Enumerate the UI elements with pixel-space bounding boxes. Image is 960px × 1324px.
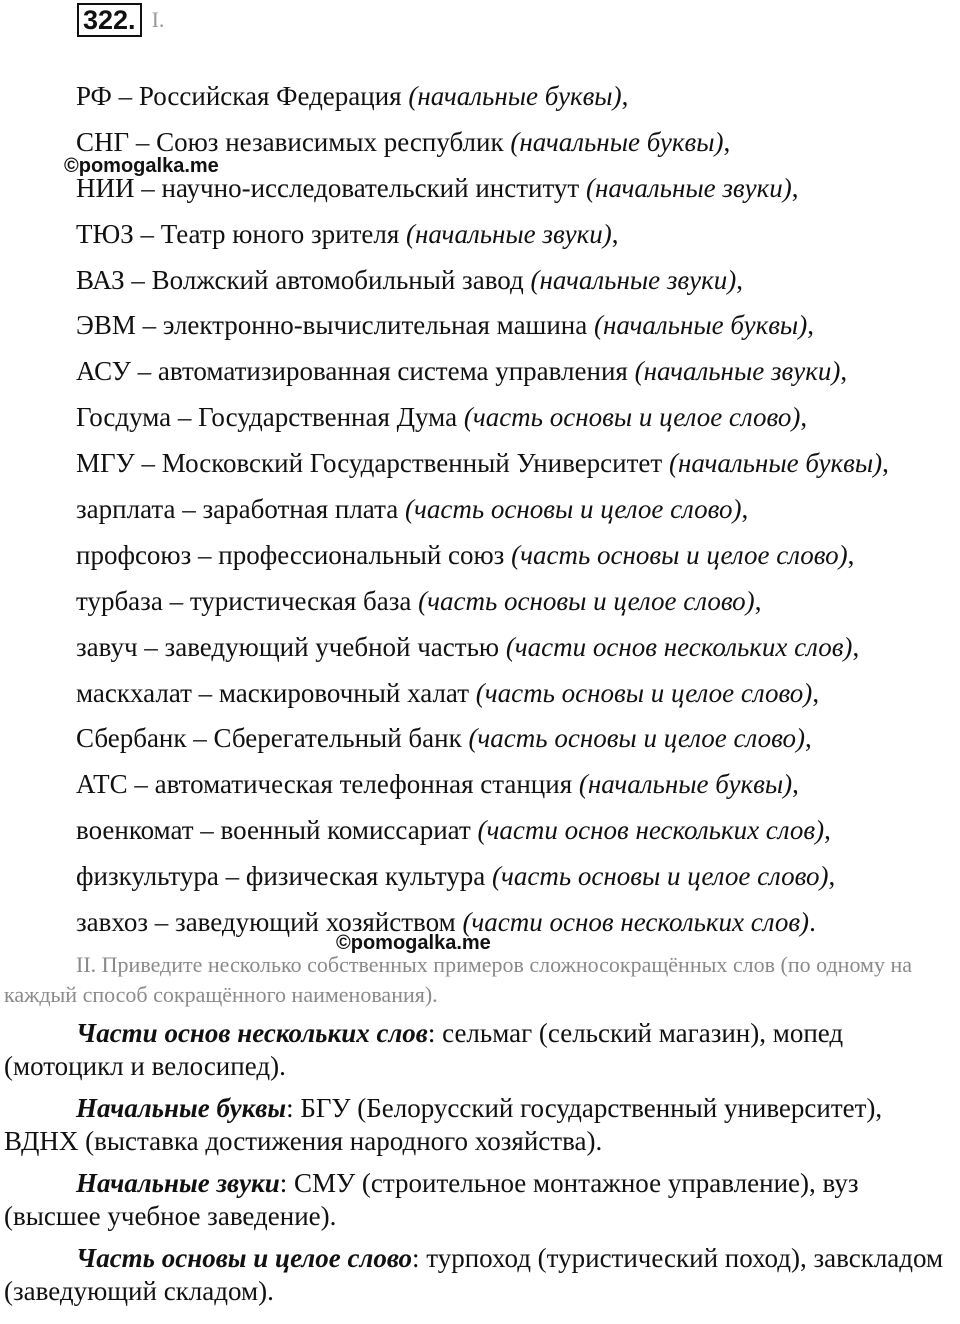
item-note: (начальные буквы) — [668, 448, 883, 479]
answer-lead: Начальные звуки — [76, 1168, 280, 1198]
answer-paragraph — [4, 1242, 950, 1308]
item-term: СНГ – Союз независимых республик — [76, 126, 511, 157]
item-note: (начальные буквы) — [593, 310, 808, 341]
item-note: (часть основы и целое слово) — [491, 861, 829, 892]
list-item — [76, 900, 956, 946]
item-term: военкомат – военный комиссариат — [76, 815, 478, 846]
list-item — [76, 808, 956, 854]
list-item — [76, 854, 956, 900]
item-note: (начальные звуки) — [530, 264, 737, 295]
list-item — [76, 303, 956, 349]
item-punct: . — [809, 907, 816, 938]
answers-section — [4, 1017, 950, 1317]
exercise-header — [77, 3, 164, 37]
abbreviation-list — [76, 74, 956, 946]
item-punct: , — [792, 769, 799, 800]
list-item — [76, 579, 956, 625]
item-term: завхоз – заведующий хозяйством — [76, 907, 463, 938]
item-term: ВАЗ – Волжский автомобильный завод — [76, 264, 531, 295]
item-term: завуч – заведующий учебной частью — [76, 631, 506, 662]
list-item — [76, 212, 956, 258]
item-note: (части основ нескольких слов) — [462, 907, 810, 938]
item-note: (начальные буквы) — [578, 769, 793, 800]
item-term: маскхалат – маскировочный халат — [76, 677, 476, 708]
list-item — [76, 716, 956, 762]
item-punct: , — [800, 402, 808, 433]
answer-paragraph — [4, 1167, 950, 1233]
item-punct: , — [824, 815, 831, 846]
list-item — [76, 671, 956, 717]
list-item — [76, 258, 956, 304]
list-item — [76, 533, 956, 579]
item-term: АСУ – автоматизированная система управления — [76, 356, 635, 387]
answer-lead: Часть основы и целое слово — [76, 1243, 413, 1273]
item-term: РФ – Российская Федерация — [76, 81, 409, 111]
item-punct: , — [804, 723, 812, 754]
watermark: ©pomogalka.me — [336, 932, 491, 954]
exercise-number: 322. — [77, 3, 142, 37]
item-term: зарплата – заработная плата — [76, 494, 405, 525]
item-term: МГУ – Московский Государственный Университет — [76, 448, 669, 479]
item-punct: , — [741, 494, 749, 525]
item-punct: , — [621, 81, 629, 111]
item-note: (части основ нескольких слов) — [505, 631, 853, 662]
item-term: профсоюз – профессиональный союз — [76, 539, 512, 570]
item-note: (часть основы и целое слово) — [511, 539, 848, 570]
list-item — [76, 625, 956, 671]
list-item — [76, 441, 956, 487]
item-punct: , — [852, 631, 860, 662]
answer-text: : СМУ (строительное монтажное управление), вуз (высшее учебное заведение). — [4, 1168, 859, 1231]
item-note: (часть основы и целое слово) — [404, 494, 742, 525]
item-term: ЭВМ – электронно-вычислительная машина — [76, 310, 594, 341]
list-item — [76, 395, 956, 441]
item-term: физкультура – физическая культура — [76, 861, 492, 892]
item-note: (часть основы и целое слово) — [418, 585, 755, 616]
answer-text: : сельмаг (сельский магазин), мопед (мотоцикл и велосипед). — [4, 1018, 844, 1081]
item-note: (часть основы и целое слово) — [468, 723, 805, 754]
part-label: I. — [151, 7, 165, 32]
item-note: (начальные звуки) — [406, 218, 612, 249]
item-note: (части основ нескольких слов) — [477, 815, 825, 846]
item-punct: , — [847, 539, 855, 570]
item-punct: , — [611, 218, 619, 249]
item-term: НИИ – научно-исследовательский институт — [76, 172, 586, 203]
item-term: ТЮЗ – Театр юного зрителя — [76, 218, 407, 249]
item-punct: , — [828, 861, 836, 892]
item-note: (начальные звуки) — [634, 356, 841, 387]
item-term: АТС – автоматическая телефонная станция — [76, 769, 579, 800]
item-punct: , — [812, 677, 820, 708]
list-item — [76, 487, 956, 533]
answer-text: : БГУ (Белорусский государственный университет), ВДНХ (выставка достижения народного хозяйства). — [4, 1093, 883, 1156]
item-punct: , — [840, 356, 848, 387]
item-punct: , — [754, 585, 762, 616]
list-item — [76, 349, 956, 395]
task-two-prompt: II. Приведите несколько собственных примеров сложносокращённых слов (по одному на каждый способ сокращённого наименования). — [4, 952, 912, 1007]
item-term: Сбербанк – Сберегательный банк — [76, 723, 469, 754]
list-item — [76, 762, 956, 808]
item-note: (начальные звуки) — [585, 172, 792, 203]
item-punct: , — [736, 264, 743, 295]
item-punct: , — [882, 448, 889, 479]
list-item — [76, 74, 956, 120]
answer-paragraph — [4, 1017, 950, 1083]
item-punct: , — [723, 126, 731, 157]
item-note: (начальные буквы) — [408, 81, 622, 111]
item-note: (часть основы и целое слово) — [475, 677, 813, 708]
item-note: (часть основы и целое слово) — [463, 402, 801, 433]
item-note: (начальные буквы) — [510, 126, 724, 157]
answer-lead: Начальные буквы — [76, 1093, 287, 1123]
item-term: Госдума – Государственная Дума — [76, 402, 464, 433]
item-term: турбаза – туристическая база — [76, 585, 419, 616]
answer-lead: Части основ нескольких слов — [76, 1018, 428, 1048]
watermark: ©pomogalka.me — [64, 155, 219, 177]
answer-paragraph — [4, 1092, 950, 1158]
item-punct: , — [807, 310, 814, 341]
answer-text: : турпоход (туристический поход), завскладом (заведующий складом). — [4, 1243, 944, 1306]
item-punct: , — [791, 172, 799, 203]
